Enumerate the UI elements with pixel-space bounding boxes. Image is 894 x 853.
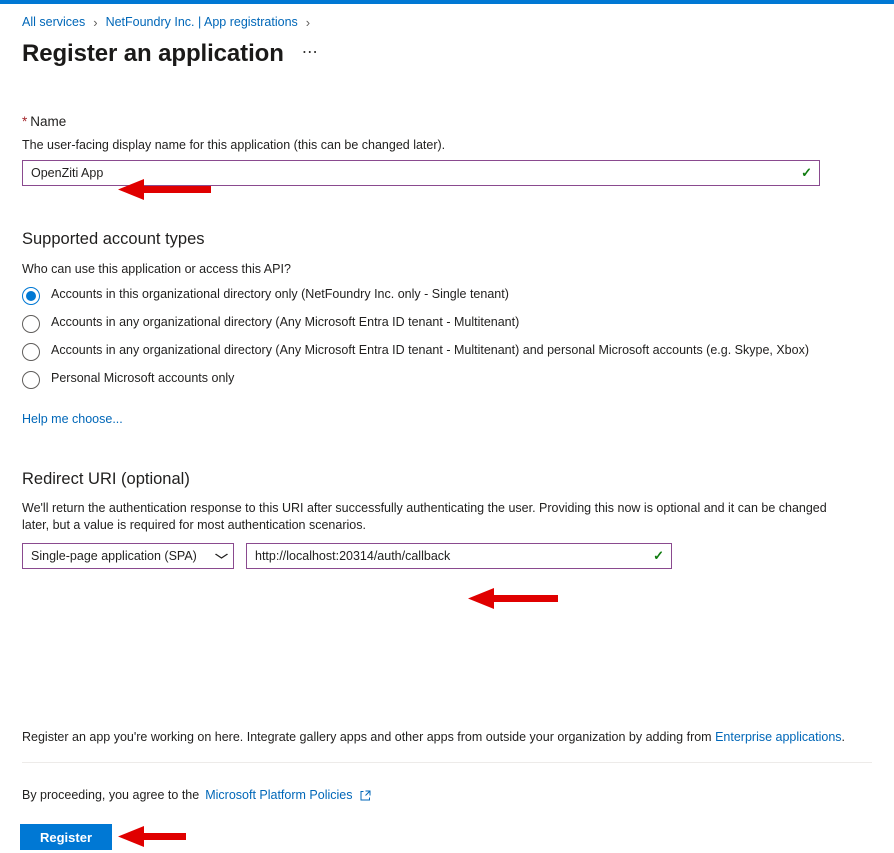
footer-note-text: Register an app you're working on here. Integrate gallery apps and other apps from outside your organization by adding from [22,730,716,744]
redirect-uri-row [22,543,872,569]
name-label: Name [30,114,67,129]
radio-option-multitenant[interactable] [22,314,872,333]
arrow-to-register-button [118,825,188,849]
help-me-choose-link[interactable]: Help me choose... [22,412,123,426]
radio-label-single-tenant: Accounts in this organizational directory only (NetFoundry Inc. only - Single tenant) [51,287,509,301]
footer-note [22,730,874,744]
account-types-question: Who can use this application or access this API? [22,262,291,276]
policies-row [22,788,371,802]
radio-icon-selected[interactable] [22,287,40,305]
radio-icon[interactable] [22,371,40,389]
platform-select[interactable] [22,543,234,569]
redirect-uri-description: We'll return the authentication response to this URI after successfully authenticating the user. Providing this now is optional and it can be changed later, but a value is required for most authentication scenarios. [22,501,827,532]
radio-icon[interactable] [22,343,40,361]
radio-label-multitenant: Accounts in any organizational directory (Any Microsoft Entra ID tenant - Multitenant) [51,315,520,329]
policies-prefix: By proceeding, you agree to the [22,788,200,802]
radio-label-multitenant-personal: Accounts in any organizational directory (Any Microsoft Entra ID tenant - Multitenant) and personal Microsoft accounts (e.g. Skype, Xbox) [51,343,809,357]
supported-account-types-section [22,230,872,426]
redirect-uri-section [22,470,872,569]
redirect-uri-input-value: http://localhost:20314/auth/callback [255,549,451,563]
radio-option-single-tenant[interactable] [22,286,872,305]
breadcrumb-app-registrations[interactable]: NetFoundry Inc. | App registrations [105,15,298,29]
footer-note-end: . [841,730,846,744]
radio-option-personal-only[interactable] [22,370,872,389]
footer-divider [22,762,872,763]
microsoft-platform-policies-link[interactable]: Microsoft Platform Policies [205,788,353,802]
page-title: Register an application [22,40,284,67]
breadcrumb-all-services[interactable]: All services [22,15,86,29]
breadcrumb-separator-icon: › [93,14,98,30]
required-marker: * [22,114,28,129]
breadcrumb [22,4,872,34]
register-application-page [0,4,894,569]
redirect-uri-title: Redirect URI (optional) [22,470,190,488]
name-input[interactable] [22,160,820,186]
name-label-row [22,114,872,129]
name-section [22,114,872,186]
radio-option-multitenant-personal[interactable] [22,342,872,361]
register-button[interactable]: Register [20,824,112,850]
valid-check-icon-redirect: ✓ [653,548,664,563]
account-types-title: Supported account types [22,230,205,248]
radio-label-personal-only: Personal Microsoft accounts only [51,371,235,385]
chevron-down-icon [215,551,229,561]
more-options-icon[interactable]: ⋯ [301,44,319,61]
redirect-uri-input[interactable] [246,543,672,569]
name-input-value: OpenZiti App [31,166,104,180]
breadcrumb-separator-icon-2: › [305,14,311,30]
title-row [22,40,872,68]
external-link-icon [360,790,371,801]
name-description: The user-facing display name for this application (this can be changed later). [22,138,446,152]
radio-icon[interactable] [22,315,40,333]
valid-check-icon: ✓ [801,165,812,180]
arrow-to-redirect-uri-field [468,587,560,611]
enterprise-applications-link[interactable]: Enterprise applications [715,730,842,744]
platform-select-value: Single-page application (SPA) [31,549,197,563]
